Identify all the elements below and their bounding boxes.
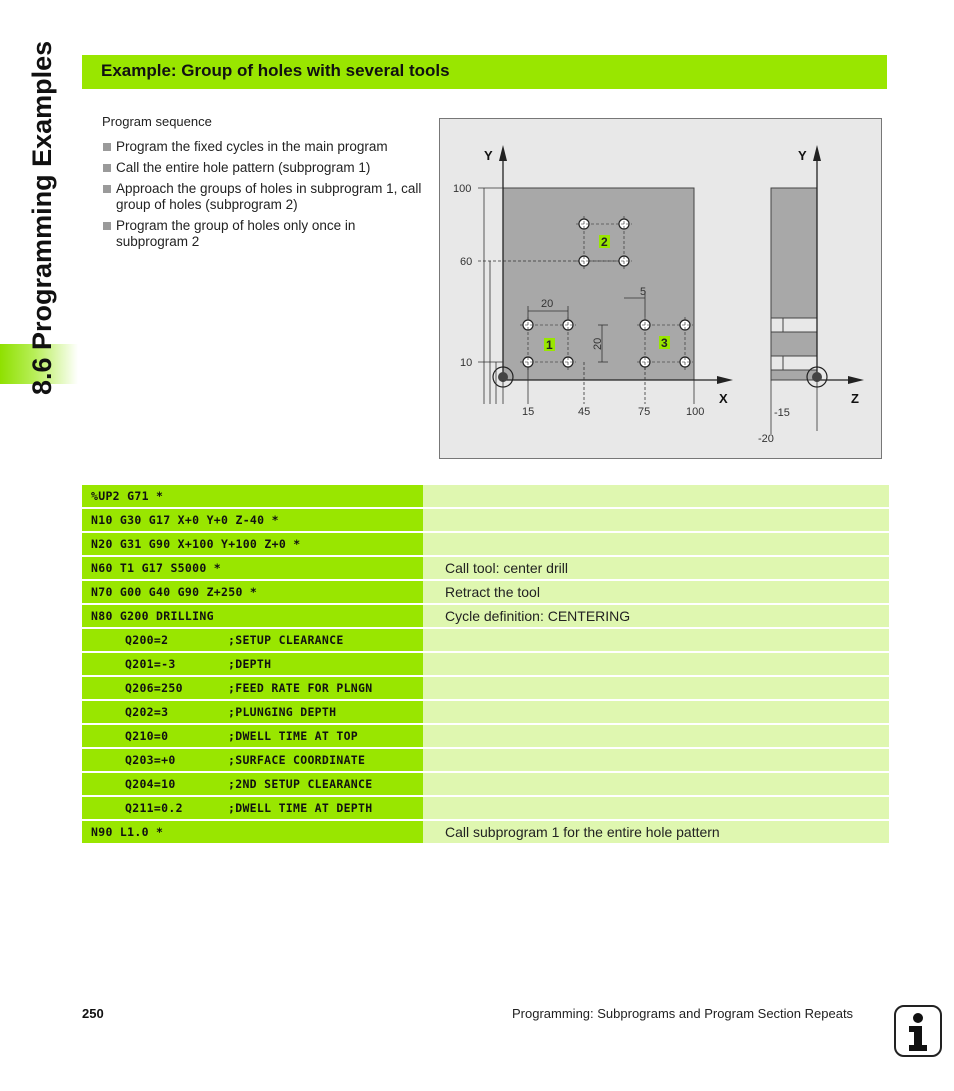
table-row — [82, 725, 889, 747]
nc-code: Q201=-3 ;DEPTH — [82, 653, 423, 675]
bullet-square-icon — [103, 185, 111, 193]
nc-code: Q202=3 ;PLUNGING DEPTH — [82, 701, 423, 723]
y-axis-arrow-icon — [499, 145, 507, 161]
nc-comment: ;SURFACE COORDINATE — [228, 753, 366, 767]
nc-comment: ;FEED RATE FOR PLNGN — [228, 681, 373, 695]
bullet-square-icon — [103, 143, 111, 151]
nc-description — [423, 725, 889, 747]
hole-pattern-drawing — [439, 118, 882, 459]
dim-x-75: 75 — [638, 406, 651, 418]
dim-y-100: 100 — [453, 183, 472, 195]
program-listing — [82, 485, 889, 845]
nc-code: Q204=10 ;2ND SETUP CLEARANCE — [82, 773, 423, 795]
table-row — [82, 797, 889, 819]
dim-x-15: 15 — [522, 406, 535, 418]
program-sequence-heading: Program sequence — [102, 114, 212, 129]
table-row — [82, 509, 889, 531]
chapter-title: 8.6 Programming Examples — [27, 40, 57, 395]
nc-code: N60 T1 G17 S5000 * — [82, 557, 423, 579]
nc-comment: ;DWELL TIME AT DEPTH — [228, 801, 373, 815]
dim-x-100: 100 — [686, 406, 705, 418]
nc-code: %UP2 G71 * — [82, 485, 423, 507]
nc-description — [423, 533, 889, 555]
x-axis-arrow-icon — [717, 376, 733, 384]
table-row — [82, 605, 889, 627]
nc-code: N70 G00 G40 G90 Z+250 * — [82, 581, 423, 603]
section-title: Example: Group of holes with several tools — [101, 61, 450, 80]
side-view-pocket — [771, 356, 783, 370]
nc-comment: ;SETUP CLEARANCE — [228, 633, 344, 647]
side-view-bore — [783, 318, 817, 332]
table-row — [82, 653, 889, 675]
y-axis-label: Y — [484, 148, 493, 163]
nc-description — [423, 629, 889, 651]
list-item: Call the entire hole pattern (subprogram 1) — [102, 160, 422, 176]
dim-y-60: 60 — [460, 256, 473, 268]
info-icon — [894, 1005, 942, 1057]
nc-description — [423, 773, 889, 795]
side-view-pocket — [771, 318, 783, 332]
workpiece-side-view — [771, 188, 817, 380]
technical-drawing-svg — [440, 119, 883, 460]
nc-description: Call subprogram 1 for the entire hole pattern — [423, 821, 889, 843]
table-row — [82, 629, 889, 651]
nc-description — [423, 485, 889, 507]
list-item: Program the fixed cycles in the main program — [102, 139, 422, 155]
nc-description — [423, 749, 889, 771]
nc-description: Cycle definition: CENTERING — [423, 605, 889, 627]
dim-spacing-small: 5 — [640, 286, 647, 298]
table-row — [82, 701, 889, 723]
nc-description — [423, 677, 889, 699]
list-item: Approach the groups of holes in subprogram 1, call group of holes (subprogram 2) — [102, 181, 422, 213]
nc-description: Retract the tool — [423, 581, 889, 603]
z-axis-arrow-icon — [848, 376, 864, 384]
bullet-square-icon — [103, 222, 111, 230]
nc-comment: ;PLUNGING DEPTH — [228, 705, 337, 719]
nc-comment: ;DEPTH — [228, 657, 272, 671]
nc-code: N10 G30 G17 X+0 Y+0 Z-40 * — [82, 509, 423, 531]
nc-code: Q206=250 ;FEED RATE FOR PLNGN — [82, 677, 423, 699]
group-2-label: 2 — [601, 235, 608, 249]
x-axis-label: X — [719, 391, 728, 406]
nc-description — [423, 509, 889, 531]
nc-code: Q200=2 ;SETUP CLEARANCE — [82, 629, 423, 651]
group-1-label: 1 — [546, 338, 553, 352]
nc-code: Q211=0.2 ;DWELL TIME AT DEPTH — [82, 797, 423, 819]
nc-code: N20 G31 G90 X+100 Y+100 Z+0 * — [82, 533, 423, 555]
dim-z-minus-15: -15 — [774, 407, 790, 419]
page-number: 250 — [82, 1006, 104, 1021]
y-axis-side-arrow-icon — [813, 145, 821, 161]
dim-spacing-vertical: 20 — [592, 337, 604, 350]
dim-z-minus-20: -20 — [758, 433, 774, 445]
footer-chapter-title: Programming: Subprograms and Program Section Repeats — [512, 1006, 854, 1021]
group-3-label: 3 — [661, 336, 668, 350]
z-axis-label: Z — [851, 391, 859, 406]
nc-comment: ;2ND SETUP CLEARANCE — [228, 777, 373, 791]
dim-y-10: 10 — [460, 357, 473, 369]
table-row — [82, 581, 889, 603]
nc-comment: ;DWELL TIME AT TOP — [228, 729, 359, 743]
table-row — [82, 485, 889, 507]
info-glyph-icon — [896, 1007, 940, 1055]
nc-code: N80 G200 DRILLING — [82, 605, 423, 627]
table-row — [82, 821, 889, 843]
table-row — [82, 677, 889, 699]
nc-code: N90 L1.0 * — [82, 821, 423, 843]
nc-description — [423, 701, 889, 723]
nc-code: Q210=0 ;DWELL TIME AT TOP — [82, 725, 423, 747]
y-axis-side-label: Y — [798, 148, 807, 163]
bullet-square-icon — [103, 164, 111, 172]
table-row — [82, 749, 889, 771]
workpiece-front-view — [503, 188, 694, 380]
nc-code: Q203=+0 ;SURFACE COORDINATE — [82, 749, 423, 771]
nc-description — [423, 653, 889, 675]
nc-description: Call tool: center drill — [423, 557, 889, 579]
list-item: Program the group of holes only once in subprogram 2 — [102, 218, 422, 250]
nc-description — [423, 797, 889, 819]
dim-x-45: 45 — [578, 406, 591, 418]
table-row — [82, 773, 889, 795]
table-row — [82, 533, 889, 555]
table-row — [82, 557, 889, 579]
dim-spacing-horizontal: 20 — [541, 298, 554, 310]
